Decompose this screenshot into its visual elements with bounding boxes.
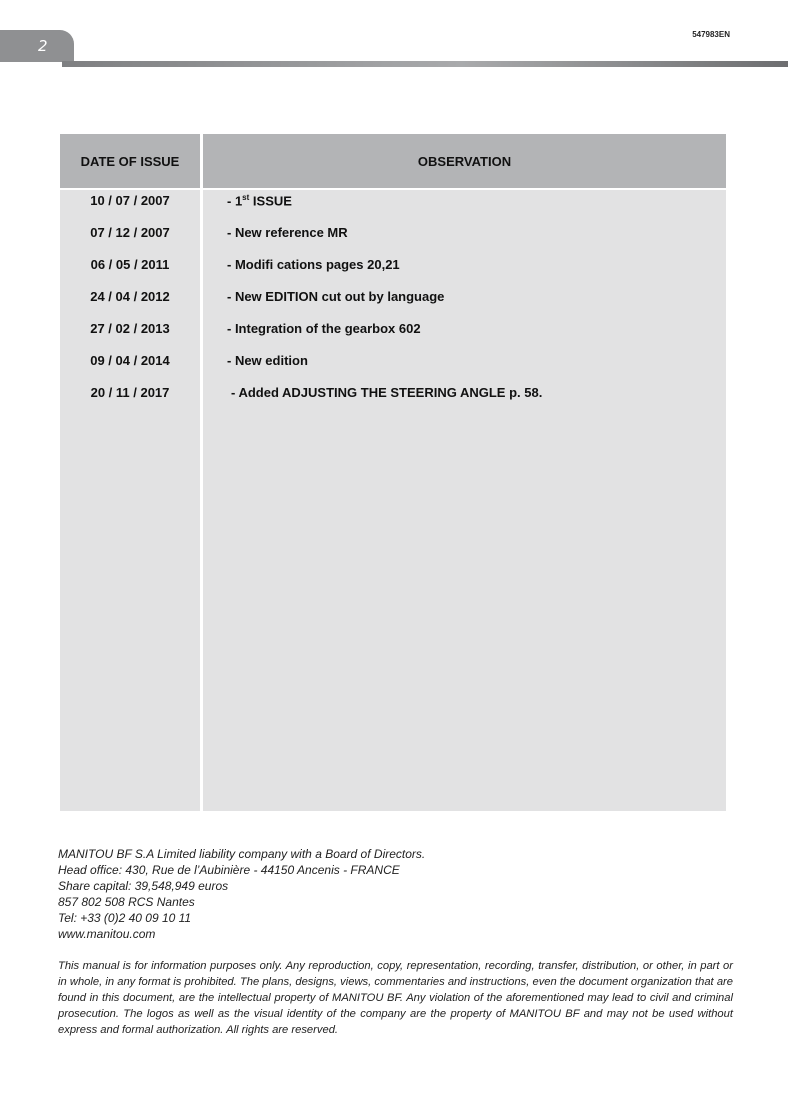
row-date: 20 / 11 / 2017: [90, 385, 170, 400]
row-date: 07 / 12 / 2007: [90, 225, 170, 240]
telephone-line: Tel: +33 (0)2 40 09 10 11: [58, 911, 192, 925]
header-date-of-issue: DATE OF ISSUE: [60, 134, 200, 188]
page-tab: [0, 30, 74, 62]
header-observation: OBSERVATION: [203, 134, 726, 188]
row-date: 27 / 02 / 2013: [90, 321, 170, 336]
row-observation: - New edition: [227, 353, 308, 368]
row-date: 09 / 04 / 2014: [90, 353, 170, 368]
company-info: [58, 846, 733, 942]
revision-table: [60, 134, 726, 811]
row-observation: - Integration of the gearbox 602: [227, 321, 421, 336]
row-observation: - Modifi cations pages 20,21: [227, 257, 400, 272]
row-date: 06 / 05 / 2011: [90, 257, 170, 272]
document-reference: 547983EN: [692, 30, 730, 39]
column-separator: [200, 134, 203, 811]
head-office-line: Head office: 430, Rue de l’Aubinière - 44150 Ancenis - FRANCE: [58, 863, 400, 877]
header-separator: [60, 188, 726, 190]
row-observation: - Added ADJUSTING THE STEERING ANGLE p. 58.: [231, 385, 543, 400]
row-date: 10 / 07 / 2007: [90, 193, 170, 208]
header-rule: [62, 61, 788, 67]
row-observation: - 1st ISSUE: [227, 193, 292, 209]
share-capital-line: Share capital: 39,548,949 euros: [58, 879, 229, 893]
legal-notice: This manual is for information purposes only. Any reproduction, copy, representation, recording, transfer, distribution, or other, in part or in whole, in any format is prohibited. The plans, designs, views, commentaries and instructions, even the document organization that are found in this document, are the intellectual property of MANITOU BF. Any violation of the aforementioned may lead to civil and criminal prosecution. The logos as well as the visual identity of the company are the property of MANITOU BF and may not be used without express and formal authorization. All rights are reserved.: [58, 960, 733, 1036]
row-observation: - New reference MR: [227, 225, 348, 240]
website-line: www.manitou.com: [58, 927, 156, 941]
company-line: MANITOU BF S.A Limited liability company with a Board of Directors.: [58, 847, 426, 861]
row-observation: - New EDITION cut out by language: [227, 289, 445, 304]
rcs-line: 857 802 508 RCS Nantes: [58, 895, 195, 909]
row-date: 24 / 04 / 2012: [90, 289, 170, 304]
page-number: 2: [38, 37, 48, 55]
